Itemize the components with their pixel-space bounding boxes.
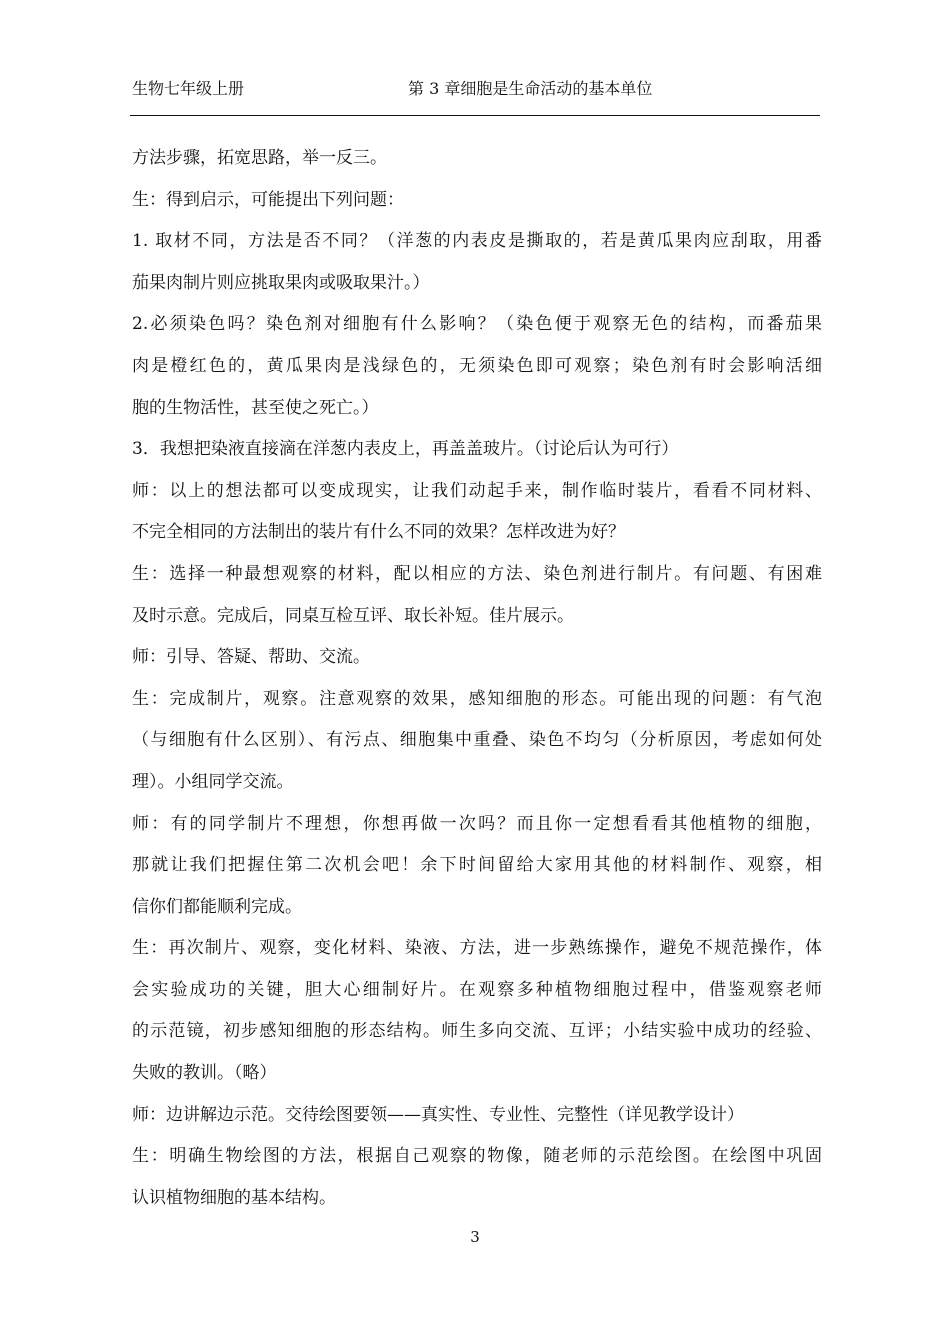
text-line: 师：边讲解边示范。交待绘图要领——真实性、专业性、完整性（详见教学设计） — [132, 1104, 744, 1125]
text-line: 不完全相同的方法制出的装片有什么不同的效果？怎样改进为好？ — [132, 522, 625, 543]
header-book-title: 生物七年级上册 — [132, 79, 245, 98]
text-line: （与细胞有什么区别）、有污点、细胞集中重叠、染色不均匀（分析原因，考虑如何处 — [132, 730, 822, 751]
text-line: 及时示意。完成后，同桌互检互评、取长补短。佳片展示。 — [132, 605, 574, 626]
text-line: 生：选择一种最想观察的材料，配以相应的方法、染色剂进行制片。有问题、有困难 — [132, 563, 822, 584]
text-line: 生：再次制片、观察，变化材料、染液、方法，进一步熟练操作，避免不规范操作，体 — [132, 938, 822, 959]
document-body — [132, 138, 822, 1219]
text-line: 生：明确生物绘图的方法，根据自己观察的物像，随老师的示范绘图。在绘图中巩固 — [132, 1146, 822, 1167]
text-line: 失败的教训。（略） — [132, 1063, 277, 1084]
header-divider — [130, 115, 820, 116]
text-line: 茄果肉制片则应挑取果肉或吸取果汁。） — [132, 272, 430, 293]
text-line: 师：有的同学制片不理想，你想再做一次吗？而且你一定想看看其他植物的细胞， — [132, 813, 822, 834]
text-line: 信你们都能顺利完成。 — [132, 896, 302, 917]
text-line: 方法步骤，拓宽思路，举一反三。 — [132, 148, 387, 168]
text-line: 的示范镜，初步感知细胞的形态结构。师生多向交流、互评；小结实验中成功的经验、 — [132, 1021, 822, 1042]
text-line: 生：得到启示，可能提出下列问题： — [132, 189, 404, 210]
text-line: 师：以上的想法都可以变成现实，让我们动起手来，制作临时装片，看看不同材料、 — [132, 480, 822, 501]
text-line: 生：完成制片，观察。注意观察的效果，感知细胞的形态。可能出现的问题：有气泡 — [132, 688, 822, 709]
text-line: 理）。小组同学交流。 — [132, 771, 294, 792]
page-header — [132, 76, 820, 102]
text-line: 1. 取材不同，方法是否不同？（洋葱的内表皮是撕取的，若是黄瓜果肉应刮取，用番 — [132, 231, 822, 252]
text-line: 认识植物细胞的基本结构。 — [132, 1187, 336, 1208]
text-line: 师：引导、答疑、帮助、交流。 — [132, 647, 370, 668]
page-number: 3 — [470, 1228, 480, 1246]
text-line: 肉是橙红色的，黄瓜果肉是浅绿色的，无须染色即可观察；染色剂有时会影响活细 — [132, 355, 822, 376]
text-line: 2.必须染色吗？染色剂对细胞有什么影响？（染色便于观察无色的结构，而番茄果 — [132, 314, 822, 335]
text-line: 会实验成功的关键，胆大心细制好片。在观察多种植物细胞过程中，借鉴观察老师 — [132, 979, 822, 1000]
text-line: 胞的生物活性，甚至使之死亡。） — [132, 397, 379, 418]
text-line: 3．我想把染液直接滴在洋葱内表皮上，再盖盖玻片。（讨论后认为可行） — [132, 439, 679, 460]
text-line: 那就让我们把握住第二次机会吧！余下时间留给大家用其他的材料制作、观察，相 — [132, 855, 822, 876]
header-chapter-title: 第 3 章细胞是生命活动的基本单位 — [408, 79, 653, 98]
